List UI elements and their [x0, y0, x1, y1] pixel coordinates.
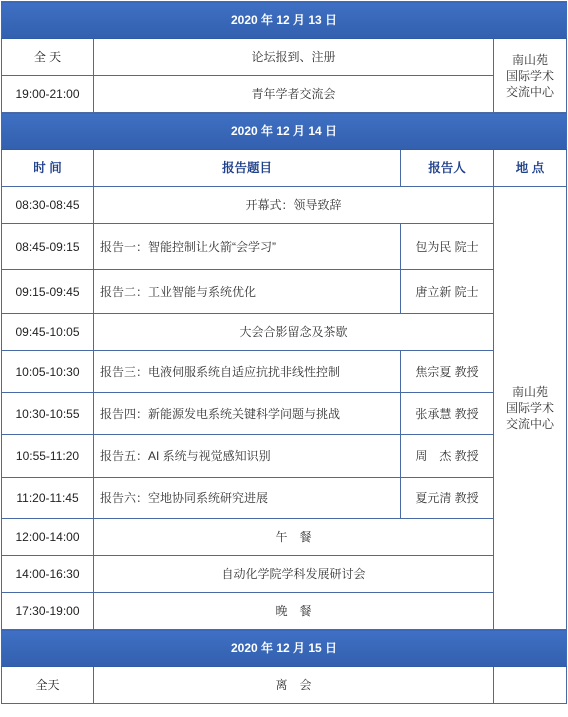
time-cell: 08:45-09:15: [2, 224, 94, 270]
speaker-cell: 唐立新 院士: [401, 270, 494, 314]
header-time: 时 间: [2, 150, 94, 187]
schedule-table: [1, 1, 567, 704]
talk-title: 报告四：新能源发电系统关键科学问题与挑战: [94, 393, 401, 435]
time-cell: 10:05-10:30: [2, 351, 94, 393]
table-row: [2, 224, 567, 270]
date-label: 2020 年 12 月 13 日: [2, 2, 567, 39]
table-row: [2, 393, 567, 435]
speaker-cell: 夏元清 教授: [401, 478, 494, 519]
table-row: [2, 76, 567, 113]
time-cell: 08:30-08:45: [2, 187, 94, 224]
talk-title: 报告三：电液伺服系统自适应抗扰非线性控制: [94, 351, 401, 393]
session-title: 离 会: [94, 667, 494, 704]
location-cell-day1: [494, 39, 567, 113]
time-cell: 10:30-10:55: [2, 393, 94, 435]
table-row: [2, 351, 567, 393]
table-row: [2, 314, 567, 351]
header-topic: 报告题目: [94, 150, 401, 187]
location-line: 交流中心: [505, 417, 554, 431]
location-line: 南山苑: [511, 52, 548, 67]
table-row: [2, 556, 567, 593]
time-cell: 14:00-16:30: [2, 556, 94, 593]
talk-title: 报告二：工业智能与系统优化: [94, 270, 401, 314]
table-row: [2, 667, 567, 704]
session-title: 晚 餐: [94, 593, 494, 630]
date-label: 2020 年 12 月 14 日: [2, 113, 567, 150]
talk-title: 报告五：AI 系统与视觉感知识别: [94, 435, 401, 478]
location-cell-day2: [494, 187, 567, 630]
date-row-day1: [2, 2, 567, 39]
speaker-cell: 焦宗夏 教授: [401, 351, 494, 393]
time-cell: 全天: [2, 667, 94, 704]
time-cell: 10:55-11:20: [2, 435, 94, 478]
session-title: 自动化学院学科发展研讨会: [94, 556, 494, 593]
speaker-cell: 周 杰 教授: [401, 435, 494, 478]
date-row-day3: [2, 630, 567, 667]
speaker-cell: 包为民 院士: [401, 224, 494, 270]
table-row: [2, 519, 567, 556]
table-row: [2, 270, 567, 314]
time-cell: 12:00-14:00: [2, 519, 94, 556]
table-row: [2, 478, 567, 519]
date-label: 2020 年 12 月 15 日: [2, 630, 567, 667]
speaker-cell: 张承慧 教授: [401, 393, 494, 435]
session-title: 开幕式：领导致辞: [94, 187, 494, 224]
session-title: 大会合影留念及茶歇: [94, 314, 494, 351]
talk-title: 报告一：智能控制让火箭“会学习”: [94, 224, 401, 270]
time-cell: 17:30-19:00: [2, 593, 94, 630]
location-line: 交流中心: [505, 84, 554, 99]
header-row: [2, 150, 567, 187]
time-cell: 09:15-09:45: [2, 270, 94, 314]
table-row: [2, 39, 567, 76]
location-line: 国际学术: [505, 68, 554, 83]
table-row: [2, 435, 567, 478]
talk-title: 报告六：空地协同系统研究进展: [94, 478, 401, 519]
session-title: 青年学者交流会: [94, 76, 494, 113]
table-row: [2, 187, 567, 224]
time-cell: 09:45-10:05: [2, 314, 94, 351]
session-title: 论坛报到、注册: [94, 39, 494, 76]
session-title: 午 餐: [94, 519, 494, 556]
header-location: 地 点: [494, 150, 567, 187]
table-row: [2, 593, 567, 630]
header-speaker: 报告人: [401, 150, 494, 187]
location-line: 南山苑: [511, 385, 548, 399]
date-row-day2: [2, 113, 567, 150]
location-line: 国际学术: [505, 401, 554, 415]
time-cell: 19:00-21:00: [2, 76, 94, 113]
time-cell: 11:20-11:45: [2, 478, 94, 519]
time-cell: 全 天: [2, 39, 94, 76]
empty-location-cell: [494, 667, 567, 704]
